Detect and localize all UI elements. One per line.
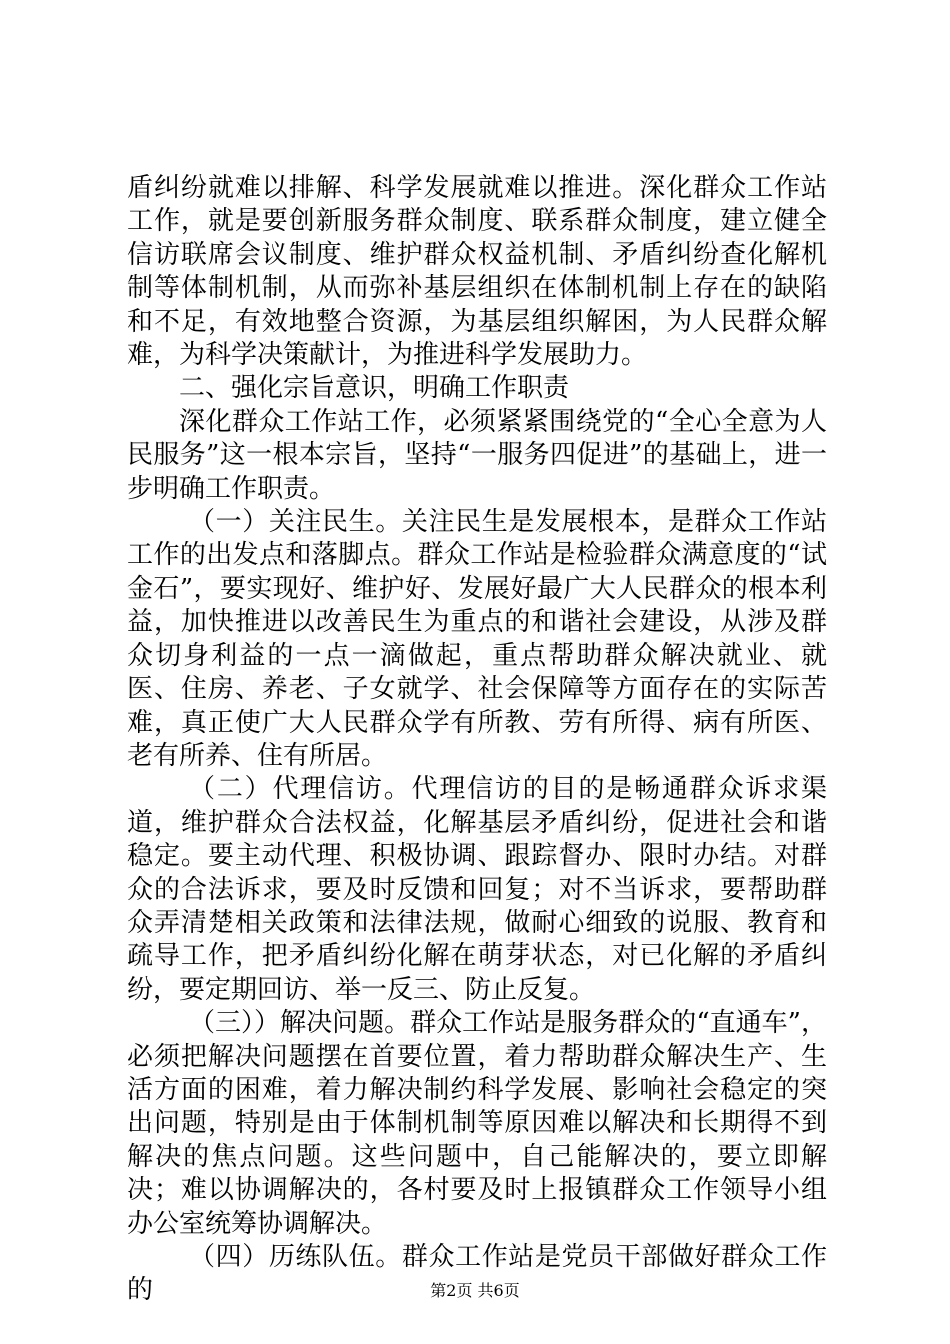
paragraph-item-4: （四）历练队伍。群众工作站是党员干部做好群众工作的 — [127, 1242, 827, 1306]
paragraph-item-1: （一）关注民生。关注民生是发展根本，是群众工作站工作的出发点和落脚点。群众工作站是检验群众满意度的“试金石”，要实现好、维护好、发展好最广大人民群众的根本利益，加快推进以改善民生为重点的和谐社会建设，从涉及群众切身利益的一点一滴做起，重点帮助群众解决就业、就医、住房、养老、子女就学、社会保障等方面存在的实际苦难，真正使广大人民群众学有所教、劳有所得、病有所医、老有所养、住有所居。 — [127, 507, 827, 771]
paragraph-item-2: （二）代理信访。代理信访的目的是畅通群众诉求渠道，维护群众合法权益，化解基层矛盾纠纷，促进社会和谐稳定。要主动代理、积极协调、跟踪督办、限时办结。对群众的合法诉求，要及时反馈和回复；对不当诉求，要帮助群众弄清楚相关政策和法律法规，做耐心细致的说服、教育和疏导工作，把矛盾纠纷化解在萌芽状态，对已化解的矛盾纠纷，要定期回访、举一反三、防止反复。 — [127, 774, 827, 1005]
paragraph-continuation: 盾纠纷就难以排解、科学发展就难以推进。深化群众工作站工作，就是要创新服务群众制度、联系群众制度，建立健全信访联席会议制度、维护群众权益机制、矛盾纠纷查化解机制等体制机制，从而弥补基层组织在体制机制上存在的缺陷和不足，有效地整合资源，为基层组织解困，为人民群众解难，为科学决策献计，为推进科学发展助力。 — [127, 173, 827, 371]
paragraph-item-3: （三））解决问题。群众工作站是服务群众的“直通车”，必须把解决问题摆在首要位置，着力帮助群众解决生产、生活方面的困难，着力解决制约科学发展、影响社会稳定的突出问题，特别是由于体制机制等原因难以解决和长期得不到解决的焦点问题。这些问题中，自己能解决的，要立即解决；难以协调解决的，各村要及时上报镇群众工作领导小组办公室统筹协调解决。 — [127, 1008, 827, 1239]
page-footer: 第2页 共6页 — [430, 1281, 520, 1300]
section-heading: 二、强化宗旨意识，明确工作职责 — [179, 373, 570, 404]
paragraph-intro: 深化群众工作站工作，必须紧紧围绕党的“全心全意为人民服务”这一根本宗旨，坚持“一服务四促进”的基础上，进一步明确工作职责。 — [127, 406, 827, 504]
document-body — [127, 172, 827, 1308]
